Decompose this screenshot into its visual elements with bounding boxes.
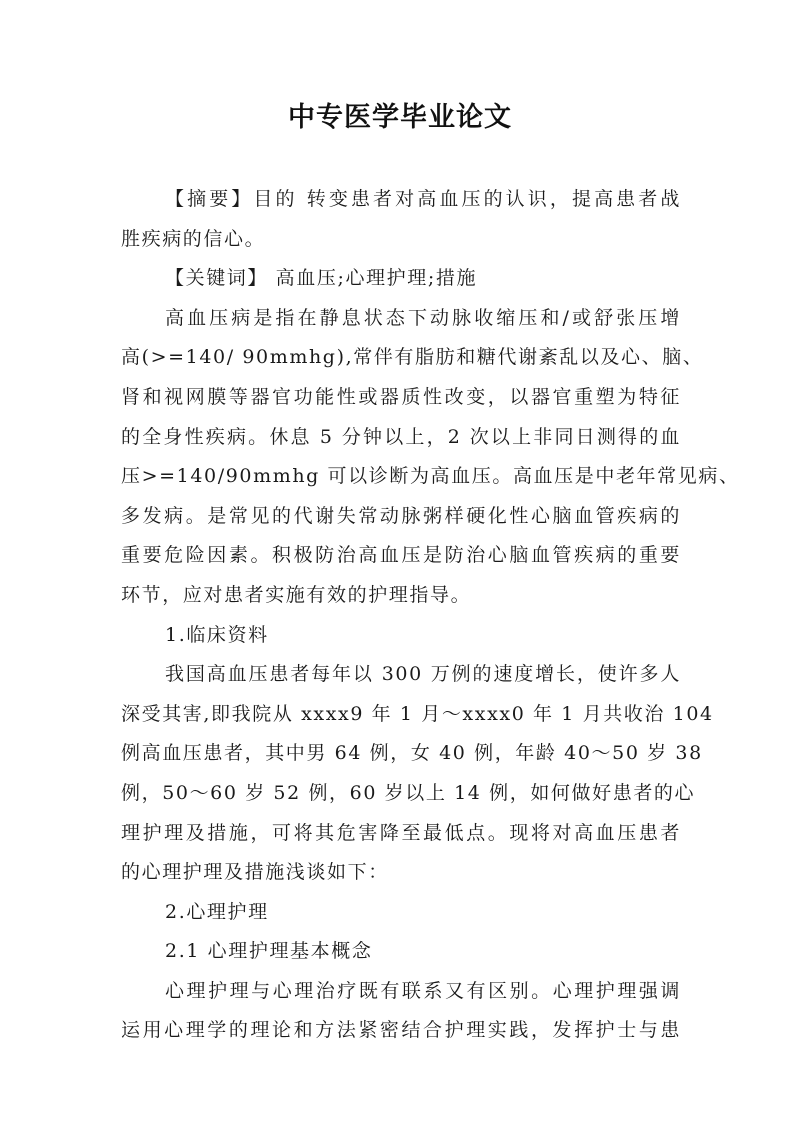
text-line: 心理护理与心理治疗既有联系又有区别。心理护理强调 — [165, 979, 681, 1002]
text-line: 2.1 心理护理基本概念 — [165, 940, 373, 963]
text-line: 深受其害,即我院从 xxxx9 年 1 月～xxxx0 年 1 月共收治 104 — [121, 702, 714, 725]
text-line: 例高血压患者，其中男 64 例，女 40 例，年龄 40～50 岁 38 — [121, 742, 703, 765]
text-line: 肾和视网膜等器官功能性或器质性改变，以器官重塑为特征 — [121, 385, 681, 408]
text-line: 例，50～60 岁 52 例，60 岁以上 14 例，如何做好患者的心 — [121, 781, 696, 804]
text-line: 运用心理学的理论和方法紧密结合护理实践，发挥护士与患 — [121, 1019, 681, 1042]
text-line: 重要危险因素。积极防治高血压是防治心脑血管疾病的重要 — [121, 544, 681, 567]
text-line: 的全身性疾病。休息 5 分钟以上，2 次以上非同日测得的血 — [121, 425, 681, 448]
text-line: 【关键词】 高血压;心理护理;措施 — [165, 267, 478, 290]
text-line: 高血压病是指在静息状态下动脉收缩压和/或舒张压增 — [165, 306, 681, 329]
document-body — [121, 180, 740, 1051]
text-line: 我国高血压患者每年以 300 万例的速度增长，使许多人 — [165, 663, 681, 686]
text-line: 环节，应对患者实施有效的护理指导。 — [121, 583, 472, 606]
text-line: 【摘要】目的 转变患者对高血压的认识，提高患者战 — [165, 188, 681, 210]
text-line: 1.临床资料 — [165, 623, 269, 646]
document-title: 中专医学毕业论文 — [288, 102, 512, 133]
text-line: 高(>=140/ 90mmhg),常伴有脂肪和糖代谢紊乱以及心、脑、 — [121, 346, 704, 369]
text-line: 压>=140/90mmhg 可以诊断为高血压。高血压是中老年常见病、 — [121, 465, 740, 488]
text-line: 的心理护理及措施浅谈如下： — [121, 861, 389, 884]
text-line: 2.心理护理 — [165, 900, 269, 923]
text-line: 理护理及措施，可将其危害降至最低点。现将对高血压患者 — [121, 821, 681, 844]
text-line: 胜疾病的信心。 — [121, 227, 266, 250]
text-line: 多发病。是常见的代谢失常动脉粥样硬化性心脑血管疾病的 — [121, 504, 681, 527]
